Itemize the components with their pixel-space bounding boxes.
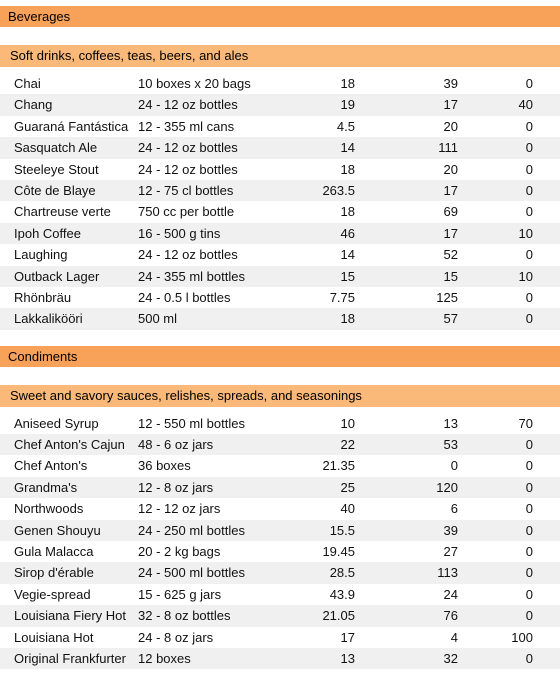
unit-price-cell: 18: [340, 204, 355, 220]
product-row: [0, 562, 560, 583]
quantity-per-unit-cell: 750 cc per bottle: [138, 204, 235, 220]
quantity-per-unit-cell: 12 - 550 ml bottles: [138, 415, 245, 431]
units-on-order-cell: 0: [525, 608, 533, 624]
unit-price-cell: 18: [340, 161, 355, 177]
product-row: [0, 584, 560, 605]
product-name-cell: Northwoods: [14, 501, 84, 517]
units-on-order-cell: 0: [525, 437, 533, 453]
quantity-per-unit-cell: 500 ml: [138, 311, 178, 327]
quantity-per-unit-cell: 24 - 355 ml bottles: [138, 268, 245, 284]
units-in-stock-cell: 52: [443, 247, 458, 263]
units-on-order-cell: 0: [525, 311, 533, 327]
units-on-order-cell: 0: [525, 565, 533, 581]
unit-price-cell: 13: [340, 650, 355, 666]
units-in-stock-cell: 17: [443, 97, 458, 113]
quantity-per-unit-cell: 48 - 6 oz jars: [138, 437, 214, 453]
quantity-per-unit-cell: 24 - 250 ml bottles: [138, 522, 245, 538]
product-name-cell: Rhönbräu: [14, 289, 72, 305]
product-row: [0, 73, 560, 94]
product-name-cell: Aniseed Syrup: [14, 415, 99, 431]
quantity-per-unit-cell: 24 - 8 oz jars: [138, 629, 214, 645]
units-in-stock-cell: 32: [443, 650, 458, 666]
product-row: [0, 287, 560, 308]
product-name-cell: Guaraná Fantástica: [14, 118, 129, 134]
quantity-per-unit-cell: 16 - 500 g tins: [138, 225, 221, 241]
product-row: [0, 180, 560, 201]
units-on-order-cell: 0: [525, 140, 533, 156]
unit-price-cell: 263.5: [322, 182, 355, 198]
quantity-per-unit-cell: 10 boxes x 20 bags: [138, 76, 251, 91]
units-on-order-cell: 0: [525, 544, 533, 560]
category-description: Soft drinks, coffees, teas, beers, and ales: [0, 45, 560, 67]
product-name-cell: Sirop d'érable: [14, 565, 94, 581]
product-row: [0, 94, 560, 115]
units-on-order-cell: 0: [525, 586, 533, 602]
unit-price-cell: 18: [340, 311, 355, 327]
category-header: Condiments: [0, 346, 560, 367]
units-on-order-cell: 0: [525, 479, 533, 495]
units-in-stock-cell: 27: [443, 544, 458, 560]
units-on-order-cell: 100: [511, 629, 533, 645]
units-in-stock-cell: 13: [443, 415, 458, 431]
quantity-per-unit-cell: 24 - 500 ml bottles: [138, 565, 245, 581]
product-name-cell: Lakkalikööri: [14, 311, 83, 327]
units-in-stock-cell: 111: [438, 140, 458, 156]
units-on-order-cell: 0: [525, 289, 533, 305]
product-row: [0, 244, 560, 265]
unit-price-cell: 19.45: [322, 544, 355, 560]
units-in-stock-cell: 4: [450, 629, 458, 645]
units-on-order-cell: 0: [525, 522, 533, 538]
units-on-order-cell: 70: [518, 415, 533, 431]
units-on-order-cell: 10: [518, 268, 533, 284]
unit-price-cell: 7.75: [329, 289, 355, 305]
quantity-per-unit-cell: 12 - 75 cl bottles: [138, 182, 234, 198]
product-name-cell: Steeleye Stout: [14, 161, 99, 177]
quantity-per-unit-cell: 24 - 12 oz bottles: [138, 161, 238, 177]
units-in-stock-cell: 39: [443, 522, 458, 538]
product-name-cell: Louisiana Fiery Hot: [14, 608, 126, 624]
product-row: [0, 116, 560, 137]
product-row: [0, 137, 560, 158]
product-name-cell: Laughing: [14, 247, 68, 263]
product-row: [0, 434, 560, 455]
units-on-order-cell: 0: [525, 204, 533, 220]
quantity-per-unit-cell: 12 boxes: [138, 650, 191, 666]
product-name-cell: Grandma's: [14, 479, 78, 495]
unit-price-cell: 25: [340, 479, 355, 495]
unit-price-cell: 40: [340, 501, 355, 517]
quantity-per-unit-cell: 15 - 625 g jars: [138, 586, 222, 602]
unit-price-cell: 46: [340, 225, 355, 241]
units-on-order-cell: 0: [525, 161, 533, 177]
product-name-cell: Outback Lager: [14, 268, 100, 284]
units-in-stock-cell: 20: [443, 118, 458, 134]
quantity-per-unit-cell: 12 - 355 ml cans: [138, 118, 235, 134]
product-name-cell: Chai: [14, 76, 41, 91]
product-name-cell: Gula Malacca: [14, 544, 94, 560]
units-in-stock-cell: 125: [436, 289, 458, 305]
units-on-order-cell: 0: [525, 247, 533, 263]
units-in-stock-cell: 69: [443, 204, 458, 220]
unit-price-cell: 19: [340, 97, 355, 113]
quantity-per-unit-cell: 24 - 12 oz bottles: [138, 97, 238, 113]
quantity-per-unit-cell: 24 - 12 oz bottles: [138, 247, 238, 263]
unit-price-cell: 4.5: [336, 118, 355, 134]
product-name-cell: Original Frankfurter: [14, 650, 126, 666]
unit-price-cell: 18: [340, 76, 355, 91]
units-in-stock-cell: 17: [443, 182, 458, 198]
quantity-per-unit-cell: 32 - 8 oz bottles: [138, 608, 231, 624]
category-group: [0, 346, 560, 670]
units-in-stock-cell: 76: [443, 608, 458, 624]
quantity-per-unit-cell: 12 - 8 oz jars: [138, 479, 214, 495]
product-name-cell: Louisiana Hot: [14, 629, 94, 645]
category-group: [0, 6, 560, 330]
product-row: [0, 201, 560, 222]
units-in-stock-cell: 6: [450, 501, 458, 517]
units-in-stock-cell: 15: [443, 268, 458, 284]
category-description: Sweet and savory sauces, relishes, spreads, and seasonings: [0, 385, 560, 407]
unit-price-cell: 14: [340, 247, 355, 263]
product-name-cell: Chartreuse verte: [14, 204, 111, 220]
product-row: [0, 266, 560, 287]
unit-price-cell: 15.5: [329, 522, 355, 538]
units-in-stock-cell: 17: [443, 225, 458, 241]
units-on-order-cell: 0: [525, 501, 533, 517]
product-name-cell: Ipoh Coffee: [14, 225, 81, 241]
product-name-cell: Vegie-spread: [14, 586, 91, 602]
product-row: [0, 498, 560, 519]
product-row: [0, 541, 560, 562]
product-name-cell: Chef Anton's: [14, 458, 88, 474]
product-name-cell: Chang: [14, 97, 53, 113]
product-rows: [0, 73, 560, 330]
unit-price-cell: 21.05: [322, 608, 355, 624]
product-row: [0, 520, 560, 541]
product-row: [0, 627, 560, 648]
unit-price-cell: 43.9: [329, 586, 355, 602]
unit-price-cell: 28.5: [329, 565, 355, 581]
units-on-order-cell: 40: [518, 97, 533, 113]
unit-price-cell: 15: [340, 268, 355, 284]
units-in-stock-cell: 53: [443, 437, 458, 453]
units-in-stock-cell: 39: [443, 76, 458, 91]
product-row: [0, 308, 560, 329]
units-in-stock-cell: 113: [437, 565, 458, 581]
product-row: [0, 648, 560, 669]
unit-price-cell: 10: [340, 415, 355, 431]
product-name-cell: Sasquatch Ale: [14, 140, 98, 156]
unit-price-cell: 14: [340, 140, 355, 156]
product-row: [0, 413, 560, 434]
units-in-stock-cell: 20: [443, 161, 458, 177]
quantity-per-unit-cell: 24 - 0.5 l bottles: [138, 289, 231, 305]
quantity-per-unit-cell: 20 - 2 kg bags: [138, 544, 221, 560]
product-row: [0, 455, 560, 476]
product-rows: [0, 413, 560, 670]
unit-price-cell: 17: [340, 629, 355, 645]
units-in-stock-cell: 120: [436, 479, 458, 495]
units-on-order-cell: 0: [525, 182, 533, 198]
units-on-order-cell: 10: [518, 225, 533, 241]
units-on-order-cell: 0: [525, 650, 533, 666]
units-on-order-cell: 0: [525, 458, 533, 474]
units-in-stock-cell: 0: [450, 458, 458, 474]
unit-price-cell: 21.35: [322, 458, 355, 474]
units-on-order-cell: 0: [525, 118, 533, 134]
product-report: [0, 6, 560, 669]
product-name-cell: Chef Anton's Cajun: [14, 437, 125, 453]
product-row: [0, 477, 560, 498]
product-row: [0, 223, 560, 244]
category-header: Beverages: [0, 6, 560, 27]
quantity-per-unit-cell: 24 - 12 oz bottles: [138, 140, 238, 156]
product-row: [0, 159, 560, 180]
units-in-stock-cell: 57: [443, 311, 458, 327]
quantity-per-unit-cell: 12 - 12 oz jars: [138, 501, 221, 517]
product-name-cell: Genen Shouyu: [14, 522, 101, 538]
unit-price-cell: 22: [340, 437, 355, 453]
units-on-order-cell: 0: [525, 76, 533, 91]
quantity-per-unit-cell: 36 boxes: [138, 458, 191, 474]
product-row: [0, 605, 560, 626]
units-in-stock-cell: 24: [443, 586, 458, 602]
product-name-cell: Côte de Blaye: [14, 182, 96, 198]
